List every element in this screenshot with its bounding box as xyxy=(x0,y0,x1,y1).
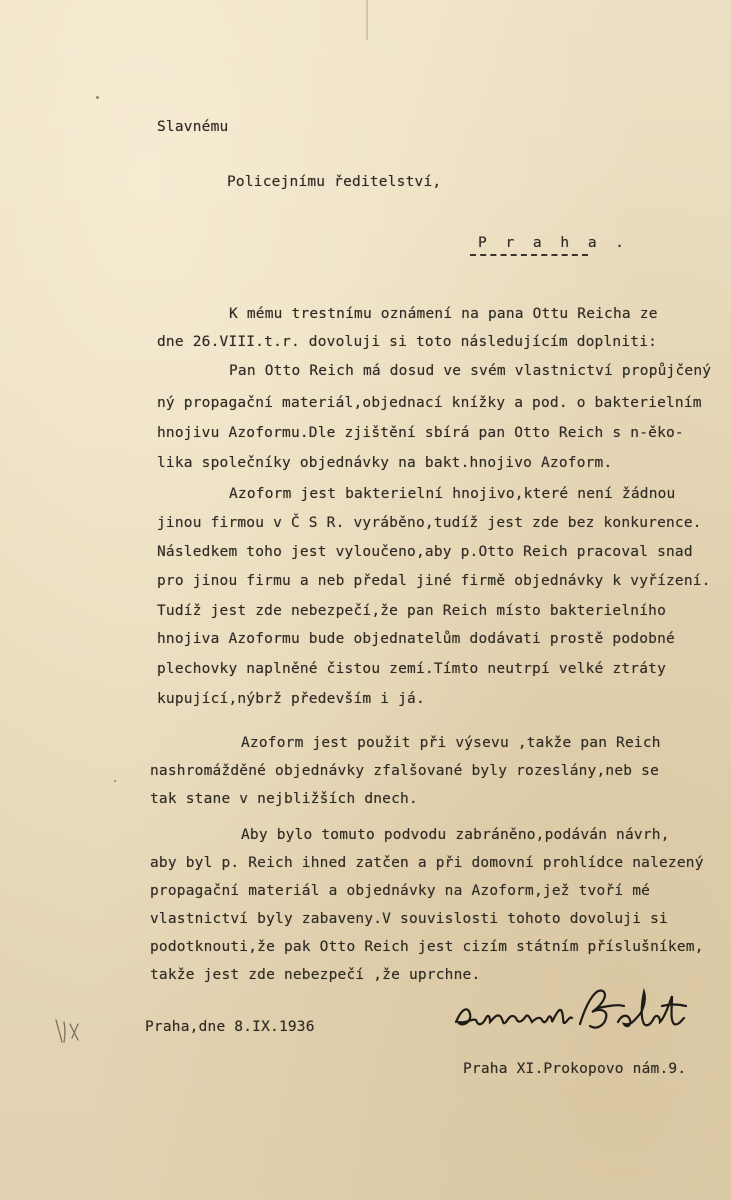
paragraph-line: tak stane v nejbližších dnech. xyxy=(150,791,418,807)
paragraph-line: ný propagační materiál,objednací knížky a pod. o bakterielním xyxy=(157,395,702,411)
paragraph-line: nashromážděné objednávky zfalšované byly rozeslány,neb se xyxy=(150,763,659,779)
paragraph-line: jinou firmou v Č S R. vyráběno,tudíž jest zde bez konkurence. xyxy=(157,515,702,531)
paragraph-line: pro jinou firmu a neb předal jiné firmě objednávky k vyřízení. xyxy=(157,573,711,589)
paragraph-line: Azoform jest použit při výsevu ,takže pan Reich xyxy=(241,735,661,751)
paragraph-line: vlastnictví byly zabaveny.V souvislosti tohoto dovoluji si xyxy=(150,911,668,927)
paragraph-line: aby byl p. Reich ihned zatčen a při domovní prohlídce nalezený xyxy=(150,855,704,871)
city-heading: P r a h a . xyxy=(478,235,630,251)
paragraph-line: hnojivu Azoformu.Dle zjištění sbírá pan Otto Reich s n-ěko- xyxy=(157,425,684,441)
ink-speck xyxy=(114,780,116,782)
paragraph-line: hnojiva Azoformu bude objednatelům dodávati prostě podobné xyxy=(157,631,675,647)
pencil-mark xyxy=(52,1014,92,1048)
paragraph-line: Azoform jest bakterielní hnojivo,které není žádnou xyxy=(229,486,676,502)
paragraph-line: propagační materiál a objednávky na Azoform,jež tvoří mé xyxy=(150,883,651,899)
date-line: Praha,dne 8.IX.1936 xyxy=(145,1019,315,1035)
paragraph-line: dne 26.VIII.t.r. dovoluji si toto následujícím doplniti: xyxy=(157,334,658,350)
paragraph-line: kupující,nýbrž především i já. xyxy=(157,691,425,707)
paper-fold xyxy=(366,0,368,40)
paragraph-line: Následkem toho jest vyloučeno,aby p.Otto Reich pracoval snad xyxy=(157,544,693,560)
paragraph-line: podotknouti,že pak Otto Reich jest cizím státním příslušníkem, xyxy=(150,939,704,955)
paragraph-line: K mému trestnímu oznámení na pana Ottu Reicha ze xyxy=(229,306,658,322)
recipient: Policejnímu ředitelství, xyxy=(227,174,442,190)
paragraph-line: plechovky naplněné čistou zemí.Tímto neutrpí velké ztráty xyxy=(157,661,666,677)
salutation: Slavnému xyxy=(157,119,229,135)
paragraph-line: Tudíž jest zde nebezpečí,že pan Reich místo bakterielního xyxy=(157,603,666,619)
city-underline xyxy=(470,254,588,256)
ink-speck xyxy=(96,96,99,99)
sender-address: Praha XI.Prokopovo nám.9. xyxy=(463,1061,687,1077)
paragraph-line: Pan Otto Reich má dosud ve svém vlastnictví propůjčený xyxy=(229,363,712,379)
paragraph-line: takže jest zde nebezpečí ,že uprchne. xyxy=(150,967,481,983)
handwritten-signature xyxy=(448,978,698,1048)
paragraph-line: lika společníky objednávky na bakt.hnojivo Azoform. xyxy=(157,455,613,471)
paragraph-line: Aby bylo tomuto podvodu zabráněno,podáván návrh, xyxy=(241,827,670,843)
